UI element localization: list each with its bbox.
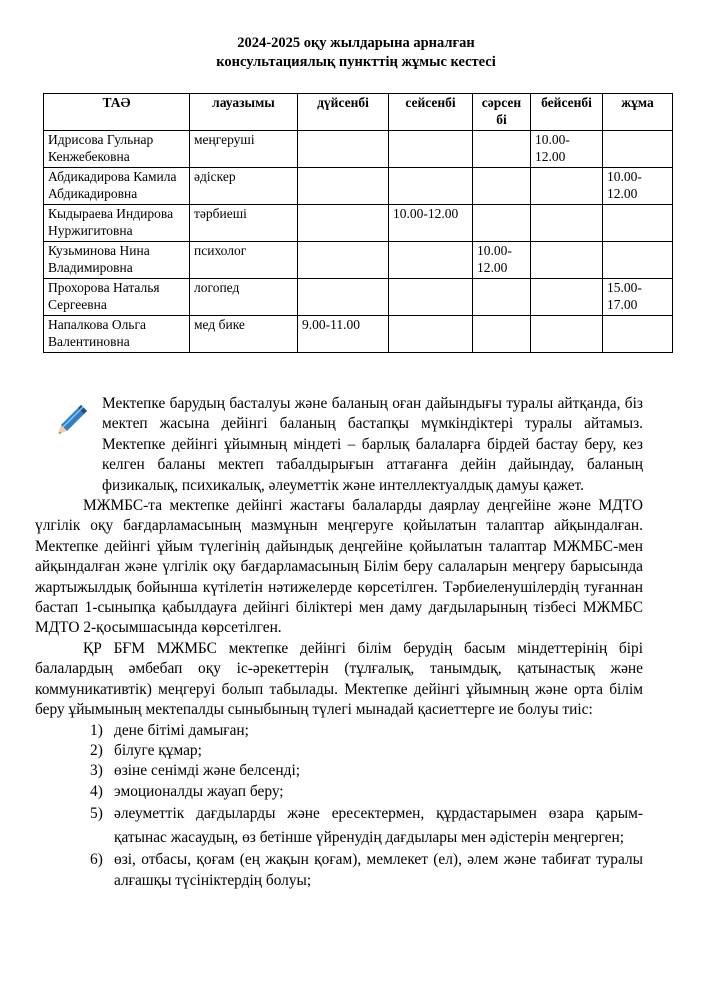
title-line-2: консультациялық пункттің жұмыс кестесі: [216, 54, 496, 70]
paragraph-1-text: Мектепке барудың басталуы және баланың оған дайындығы туралы айтқанда, біз мектеп жасына дейінгі баланың бастапқы мүмкіндіктері туралы айтамыз. Мектепке дейінгі ұйымның міндеті – барлық балаларға бірдей бастау беру, кез келген баланы мектеп табалдырығын аттағанға дейін дайындау, баланың физикалық, психикалық, әлеуметтік және интеллектуалдық дамуы қажет.: [102, 395, 643, 494]
wednesday-cell: [473, 168, 531, 205]
qualities-list: [90, 721, 643, 891]
staff-position: мед бике: [190, 316, 298, 353]
column-header-thursday: бейсенбі: [531, 94, 603, 131]
monday-cell: [298, 279, 389, 316]
list-item: [90, 850, 643, 891]
thursday-cell: [531, 279, 603, 316]
table-row: [44, 168, 673, 205]
friday-cell: [603, 131, 673, 168]
monday-cell: [298, 242, 389, 279]
tuesday-cell: [389, 242, 473, 279]
wednesday-cell: 10.00-12.00: [473, 242, 531, 279]
list-item: [90, 761, 643, 781]
pencil-icon: [51, 399, 91, 439]
schedule-table: [43, 93, 673, 353]
column-header-monday: дүйсенбі: [298, 94, 389, 131]
list-text: өзіне сенімді және белсенді;: [114, 762, 301, 780]
friday-cell: 10.00-12.00: [603, 168, 673, 205]
paragraph-2-text: МЖМБС-та мектепке дейінгі жастағы балаларды даярлау деңгейіне және МДТО үлгілік оқу бағдарламасының мазмұнын меңгеруге қойылатын талаптар айқындалған. Мектепке дейінгі ұйым түлегінің дайындық деңгейіне қойылатын талаптар МЖМБС-мен айқындалған және үлгілік оқу бағдарламасының Білім беру салаларын меңгеру барысында жартыжылдық бойынша күтілетін нәтижелерде көрсетілген. Тәрбиеленушілердің туғаннан бастап 1-сыныпқа қабылдауға дейінгі біліктері мен даму дағдыларының тізбесі МЖМБС МДТО 2-қосымшасында көрсетілген.: [35, 497, 643, 637]
list-item: [90, 721, 643, 741]
list-text: дене бітімі дамыған;: [114, 721, 249, 739]
table-header-row: [44, 94, 673, 131]
table-row: [44, 242, 673, 279]
table-row: [44, 316, 673, 353]
thursday-cell: [531, 205, 603, 242]
list-text: білуге құмар;: [114, 741, 202, 759]
paragraph-3-text: ҚР БҒМ МЖМБС мектепке дейінгі білім берудің басым міндеттерінің бірі балалардың әмбебап оқу іс-әрекеттерін (тұлғалық, танымдық, қатынастық және коммуникативтік) меңгеруі болып табылады. Мектепке дейінгі ұйымның және орта білім беру ұйымының мектепалды сыныбының түлегі мынадай қасиеттерге ие болуы тиіс:: [35, 639, 643, 719]
monday-cell: [298, 205, 389, 242]
tuesday-cell: [389, 168, 473, 205]
list-number: 1): [90, 721, 103, 739]
friday-cell: [603, 316, 673, 353]
body-text: [35, 394, 643, 891]
list-item: [90, 802, 643, 850]
staff-name: Кыдыраева Индирова Нуржигитовна: [44, 205, 190, 242]
wednesday-cell: [473, 316, 531, 353]
monday-cell: 9.00-11.00: [298, 316, 389, 353]
list-number: 2): [90, 741, 103, 759]
staff-position: әдіскер: [190, 168, 298, 205]
staff-name: Кузьминова Нина Владимировна: [44, 242, 190, 279]
list-text: әлеуметтік дағдыларды және ересектермен, құрдастарымен өзара қарым-қатынас жасаудың, өз бетінше үйренудің дағдылары мен әдістерін меңгерген;: [114, 805, 643, 847]
staff-name: Абдикадирова Камила Абдикадировна: [44, 168, 190, 205]
table-row: [44, 205, 673, 242]
staff-position: тәрбиеші: [190, 205, 298, 242]
wednesday-cell: [473, 205, 531, 242]
thursday-cell: [531, 168, 603, 205]
list-number: 6): [90, 851, 103, 869]
list-text: өзі, отбасы, қоғам (ең жақын қоғам), мемлекет (ел), әлем және табиғат туралы алғашқы түсініктердің болуы;: [114, 851, 643, 889]
list-item: [90, 782, 643, 802]
tuesday-cell: [389, 316, 473, 353]
list-text: эмоционалды жауап беру;: [114, 782, 284, 800]
friday-cell: [603, 242, 673, 279]
list-item: [90, 741, 643, 761]
tuesday-cell: [389, 131, 473, 168]
list-number: 3): [90, 762, 103, 780]
monday-cell: [298, 131, 389, 168]
thursday-cell: [531, 242, 603, 279]
friday-cell: [603, 205, 673, 242]
list-number: 4): [90, 782, 103, 800]
thursday-cell: 10.00-12.00: [531, 131, 603, 168]
document-title: [0, 34, 712, 72]
column-header-tuesday: сейсенбі: [389, 94, 473, 131]
staff-name: Напалкова Ольга Валентиновна: [44, 316, 190, 353]
paragraph-3: [35, 639, 643, 721]
list-number: 5): [90, 805, 103, 823]
column-header-position: лауазымы: [190, 94, 298, 131]
staff-position: меңгеруші: [190, 131, 298, 168]
tuesday-cell: [389, 279, 473, 316]
wednesday-cell: [473, 131, 531, 168]
column-header-name: ТАӘ: [44, 94, 190, 131]
staff-position: логопед: [190, 279, 298, 316]
table-row: [44, 131, 673, 168]
paragraph-1: [102, 394, 643, 496]
table-row: [44, 279, 673, 316]
wednesday-cell: [473, 279, 531, 316]
column-header-wednesday: сәрсен бі: [473, 94, 531, 131]
friday-cell: 15.00-17.00: [603, 279, 673, 316]
monday-cell: [298, 168, 389, 205]
staff-position: психолог: [190, 242, 298, 279]
title-line-1: 2024-2025 оқу жылдарына арналған: [237, 35, 475, 51]
staff-name: Прохорова Наталья Сергеевна: [44, 279, 190, 316]
tuesday-cell: 10.00-12.00: [389, 205, 473, 242]
paragraph-2: [35, 496, 643, 639]
thursday-cell: [531, 316, 603, 353]
staff-name: Идрисова Гульнар Кенжебековна: [44, 131, 190, 168]
column-header-friday: жұма: [603, 94, 673, 131]
